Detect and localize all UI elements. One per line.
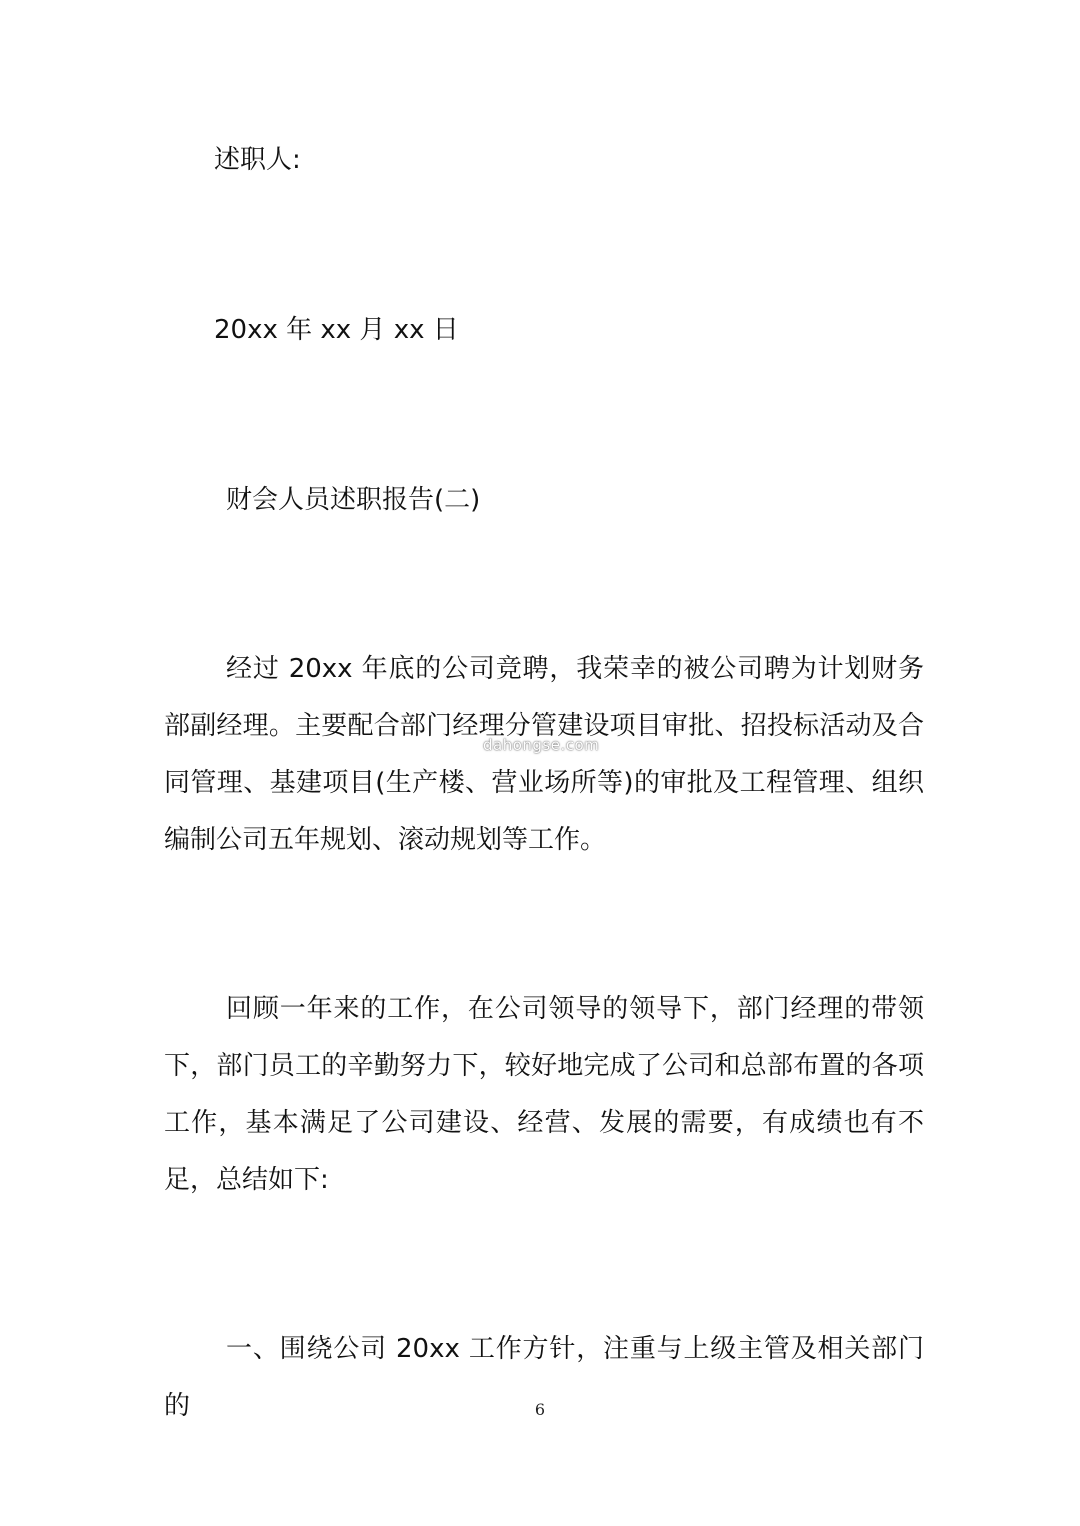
date-line: 20xx 年 xx 月 xx 日	[214, 315, 459, 345]
reporter-label: 述职人:	[214, 145, 301, 175]
paragraph-appointment: 经过 20xx 年底的公司竞聘，我荣幸的被公司聘为计划财务部副经理。主要配合部门经理分管建设项目审批、招投标活动及合同管理、基建项目(生产楼、营业场所等)的审批及工程管理、组织编制公司五年规划、滚动规划等工作。	[164, 654, 924, 855]
paragraph-review: 回顾一年来的工作，在公司领导的领导下，部门经理的带领下，部门员工的辛勤努力下，较好地完成了公司和总部布置的各项工作，基本满足了公司建设、经营、发展的需要，有成绩也有不足，总结如下:	[164, 994, 924, 1195]
page-number: 6	[534, 1400, 546, 1419]
paragraph-point-one: 一、围绕公司 20xx 工作方针，注重与上级主管及相关部门的	[164, 1334, 924, 1421]
section-title: 财会人员述职报告(二)	[226, 485, 481, 515]
watermark-text: dahongse.com	[483, 736, 600, 754]
